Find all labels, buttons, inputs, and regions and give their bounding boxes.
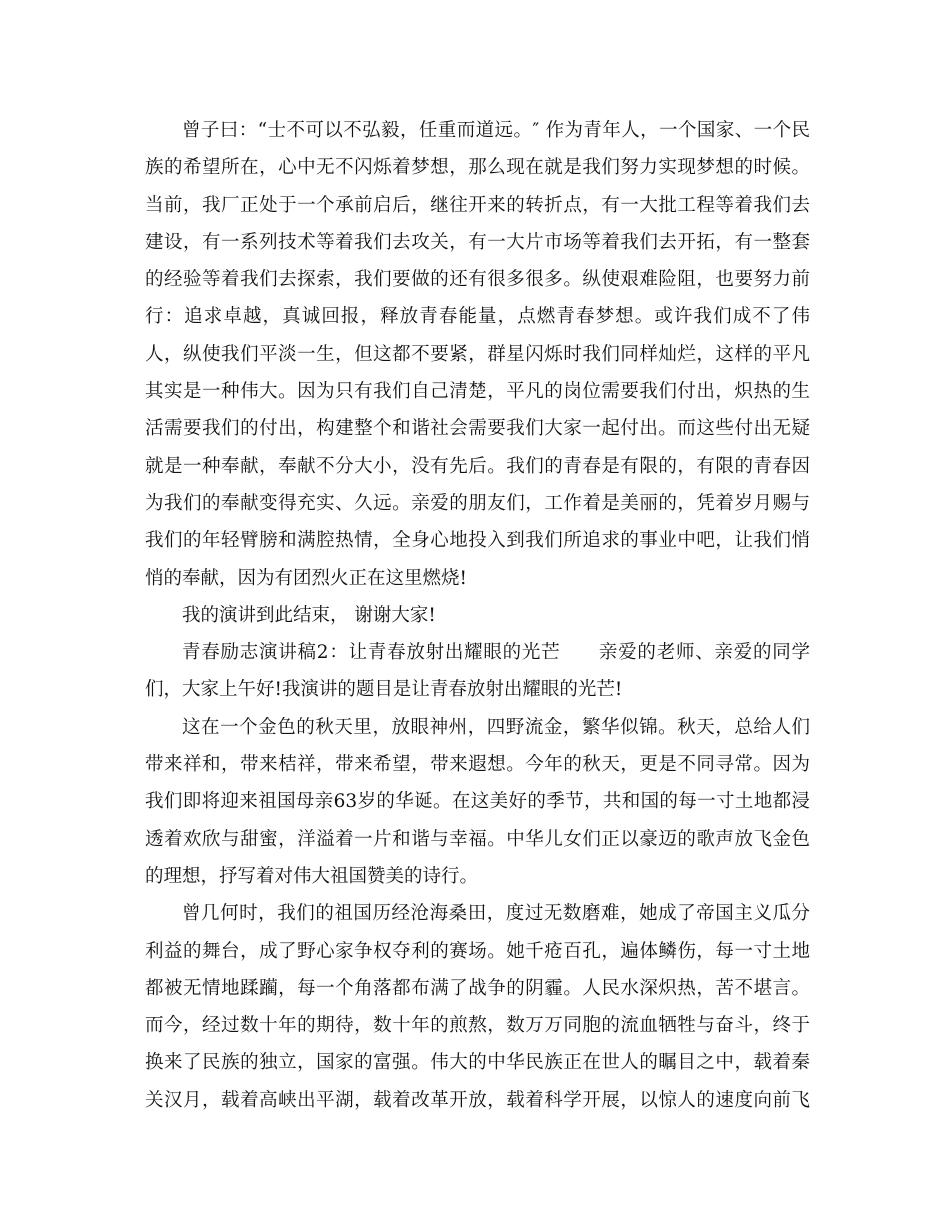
- text-line: 建设，有一系列技术等着我们去攻关，有一大片市场等着我们去开拓，有一整套: [145, 231, 810, 253]
- paragraph-first-line: 青春励志演讲稿2：让青春放射出耀眼的光芒 亲爱的老师、亲爱的同学: [182, 642, 810, 664]
- text-line: 当前，我厂正处于一个承前启后，继往开来的转折点，有一大批工程等着我们去: [145, 194, 810, 216]
- text-line: 关汉月，载着高峡出平湖，载着改革开放，载着科学开展，以惊人的速度向前飞: [145, 1089, 810, 1111]
- paragraph-first-line: 这在一个金色的秋天里，放眼神州，四野流金，繁华似锦。秋天，总给人们: [182, 716, 810, 738]
- text-line: 的经验等着我们去探索，我们要做的还有很多很多。纵使艰难险阻，也要努力前: [145, 269, 810, 291]
- text-line: 换来了民族的独立，国家的富强。伟大的中华民族正在世人的瞩目之中，载着秦: [145, 1052, 810, 1074]
- paragraph-first-line: 曾子曰：“士不可以不弘毅，任重而道远。″ 作为青年人，一个国家、一个民: [182, 120, 810, 141]
- text-line: 带来祥和，带来桔祥，带来希望，带来遐想。今年的秋天，更是不同寻常。因为: [145, 754, 810, 776]
- text-line: 透着欢欣与甜蜜，洋溢着一片和谐与幸福。中华儿女们正以豪迈的歌声放飞金色: [145, 828, 810, 850]
- text-line: 其实是一种伟大。因为只有我们自己清楚，平凡的岗位需要我们付出，炽热的生: [145, 381, 810, 403]
- paragraph-first-line: 我的演讲到此结束， 谢谢大家!: [182, 604, 436, 626]
- document-body: [145, 112, 810, 1119]
- text-line: 就是一种奉献，奉献不分大小，没有先后。我们的青春是有限的，有限的青春因: [145, 455, 810, 477]
- text-line: 我们即将迎来祖国母亲63岁的华诞。在这美好的季节，共和国的每一寸土地都浸: [145, 791, 810, 813]
- text-line: 而今，经过数十年的期待，数十年的煎熬，数万万同胞的流血牺牲与奋斗，终于: [145, 1015, 810, 1037]
- text-line: 活需要我们的付出，构建整个和谐社会需要我们大家一起付出。而这些付出无疑: [145, 418, 810, 440]
- text-line: 我们的年轻臂膀和满腔热情，全身心地投入到我们所追求的事业中吧，让我们悄: [145, 530, 810, 552]
- text-line: 悄的奉献，因为有团烈火正在这里燃烧!: [145, 567, 467, 589]
- text-line: 为我们的奉献变得充实、久远。亲爱的朋友们，工作着是美丽的，凭着岁月赐与: [145, 492, 810, 514]
- text-line: 们，大家上午好!我演讲的题目是让青春放射出耀眼的光芒!: [145, 679, 623, 701]
- paragraph-first-line: 曾几何时，我们的祖国历经沧海桑田，度过无数磨难，她成了帝国主义瓜分: [182, 903, 810, 925]
- text-line: 族的希望所在，心中无不闪烁着梦想，那么现在就是我们努力实现梦想的时候。: [145, 157, 810, 179]
- text-line: 利益的舞台，成了野心家争权夺利的赛场。她千疮百孔，遍体鳞伤，每一寸土地: [145, 940, 810, 962]
- text-line: 的理想，抒写着对伟大祖国赞美的诗行。: [145, 865, 479, 887]
- text-line: 人，纵使我们平淡一生，但这都不要紧，群星闪烁时我们同样灿烂，这样的平凡: [145, 343, 810, 365]
- text-line: 都被无情地蹂躏，每一个角落都布满了战争的阴霾。人民水深炽热，苦不堪言。: [145, 977, 810, 999]
- text-line: 行：追求卓越，真诚回报，释放青春能量，点燃青春梦想。或许我们成不了伟: [145, 306, 810, 328]
